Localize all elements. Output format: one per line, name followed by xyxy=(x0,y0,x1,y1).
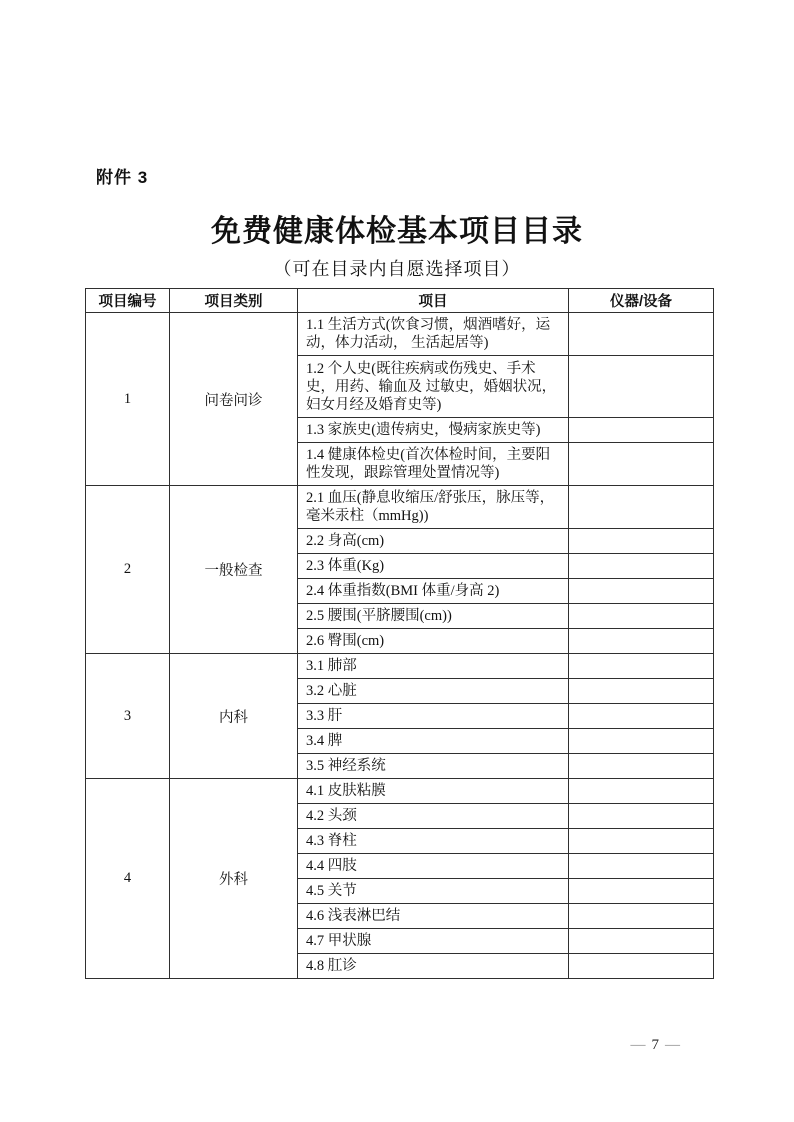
table-header-row xyxy=(86,289,714,313)
item-cell: 2.4 体重指数(BMI 体重/身高 2) xyxy=(298,579,569,604)
item-cell: 3.4 脾 xyxy=(298,729,569,754)
table-row xyxy=(86,654,714,679)
col-header-item-category: 项目类别 xyxy=(170,289,298,313)
col-header-equipment: 仪器/设备 xyxy=(569,289,714,313)
equipment-cell xyxy=(569,829,714,854)
item-number-cell: 2 xyxy=(86,486,170,654)
item-category-cell: 外科 xyxy=(170,779,298,979)
col-header-item-number: 项目编号 xyxy=(86,289,170,313)
equipment-cell xyxy=(569,654,714,679)
item-number-cell: 3 xyxy=(86,654,170,779)
page-footer xyxy=(626,1037,687,1054)
equipment-cell xyxy=(569,854,714,879)
equipment-cell xyxy=(569,629,714,654)
page-title: 免费健康体检基本项目目录 xyxy=(211,215,583,248)
item-cell: 4.3 脊柱 xyxy=(298,829,569,854)
equipment-cell xyxy=(569,729,714,754)
item-cell: 2.5 腰围(平脐腰围(cm)) xyxy=(298,604,569,629)
equipment-cell xyxy=(569,418,714,443)
table-row xyxy=(86,313,714,356)
item-category-cell: 一般检查 xyxy=(170,486,298,654)
item-cell: 2.2 身高(cm) xyxy=(298,529,569,554)
item-cell: 2.6 臀围(cm) xyxy=(298,629,569,654)
table-body xyxy=(86,313,714,979)
footer-dash-right: — xyxy=(665,1037,681,1053)
equipment-cell xyxy=(569,554,714,579)
item-cell: 3.3 肝 xyxy=(298,704,569,729)
item-cell: 4.6 浅表淋巴结 xyxy=(298,904,569,929)
equipment-cell xyxy=(569,529,714,554)
item-cell: 4.8 肛诊 xyxy=(298,954,569,979)
equipment-cell xyxy=(569,879,714,904)
item-cell: 1.4 健康体检史(首次体检时间，主要阳性发现，跟踪管理处置情况等) xyxy=(298,443,569,486)
checkup-items-table xyxy=(85,288,714,979)
table-row xyxy=(86,779,714,804)
equipment-cell xyxy=(569,579,714,604)
item-cell: 4.1 皮肤粘膜 xyxy=(298,779,569,804)
item-cell: 4.4 四肢 xyxy=(298,854,569,879)
equipment-cell xyxy=(569,704,714,729)
item-cell: 4.2 头颈 xyxy=(298,804,569,829)
page-subtitle: （可在目录内自愿选择项目） xyxy=(273,259,521,279)
footer-dash-left: — xyxy=(630,1037,647,1053)
item-category-cell: 内科 xyxy=(170,654,298,779)
item-cell: 2.1 血压(静息收缩压/舒张压，脉压等，毫米汞柱（mmHg)) xyxy=(298,486,569,529)
item-cell: 2.3 体重(Kg) xyxy=(298,554,569,579)
attachment-label: 附件 3 xyxy=(96,168,149,187)
col-header-item: 项目 xyxy=(298,289,569,313)
equipment-cell xyxy=(569,443,714,486)
equipment-cell xyxy=(569,754,714,779)
equipment-cell xyxy=(569,486,714,529)
item-cell: 3.1 肺部 xyxy=(298,654,569,679)
equipment-cell xyxy=(569,679,714,704)
item-cell: 3.2 心脏 xyxy=(298,679,569,704)
page-number: 7 xyxy=(651,1037,660,1053)
equipment-cell xyxy=(569,954,714,979)
equipment-cell xyxy=(569,804,714,829)
item-category-cell: 问卷问诊 xyxy=(170,313,298,486)
item-cell: 3.5 神经系统 xyxy=(298,754,569,779)
item-cell: 1.3 家族史(遗传病史，慢病家族史等) xyxy=(298,418,569,443)
equipment-cell xyxy=(569,929,714,954)
item-cell: 4.7 甲状腺 xyxy=(298,929,569,954)
equipment-cell xyxy=(569,904,714,929)
table-row xyxy=(86,486,714,529)
equipment-cell xyxy=(569,779,714,804)
item-number-cell: 4 xyxy=(86,779,170,979)
equipment-cell xyxy=(569,313,714,356)
item-cell: 4.5 关节 xyxy=(298,879,569,904)
equipment-cell xyxy=(569,604,714,629)
item-cell: 1.2 个人史(既往疾病或伤残史、手术史，用药、输血及 过敏史，婚姻状况，妇女月经及婚育史等) xyxy=(298,356,569,418)
item-number-cell: 1 xyxy=(86,313,170,486)
item-cell: 1.1 生活方式(饮食习惯，烟酒嗜好，运动，体力活动， 生活起居等) xyxy=(298,313,569,356)
equipment-cell xyxy=(569,356,714,418)
